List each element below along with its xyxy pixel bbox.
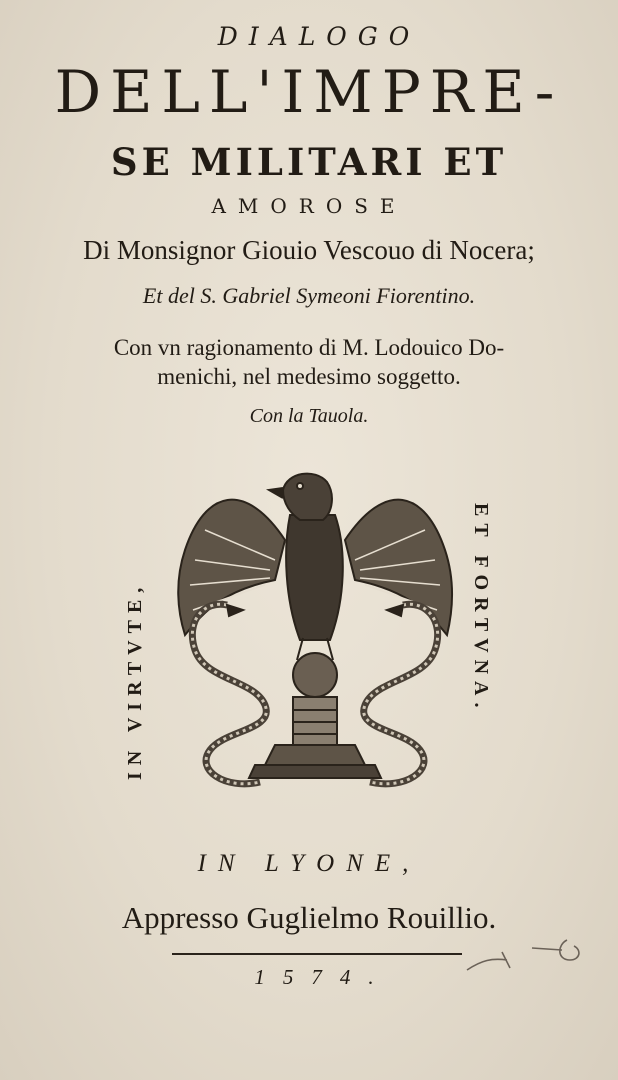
- imprint-rule: [172, 953, 462, 955]
- title-line-imprese: DELL'IMPRE-: [54, 58, 564, 126]
- printers-device-eagle-serpents-icon: [165, 460, 465, 820]
- imprint-place: IN LYONE,: [197, 850, 421, 877]
- title-line-militari: SE MILITARI ET: [110, 140, 508, 184]
- author-line-symeoni: Et del S. Gabriel Symeoni Fiorentino.: [142, 283, 476, 308]
- imprint-year: 1574.: [254, 965, 392, 989]
- title-line-dialogo: DIALOGO: [217, 22, 421, 51]
- author-line-giovio: Di Monsignor Giouio Vescouo di Nocera;: [83, 235, 535, 265]
- handwritten-mark-icon: [462, 930, 592, 980]
- addition-tauola: Con la Tauola.: [249, 405, 369, 427]
- motto-left: IN VIRTVTE,: [124, 580, 146, 780]
- addition-line-1: Con vn ragionamento di M. Lodouico Do-: [113, 335, 505, 360]
- addition-line-2: menichi, nel medesimo soggetto.: [157, 364, 461, 389]
- imprint-printer: Appresso Guglielmo Rouillio.: [121, 900, 497, 935]
- title-line-amorose: AMOROSE: [211, 194, 407, 218]
- motto-right: ET FORTVNA.: [470, 503, 492, 715]
